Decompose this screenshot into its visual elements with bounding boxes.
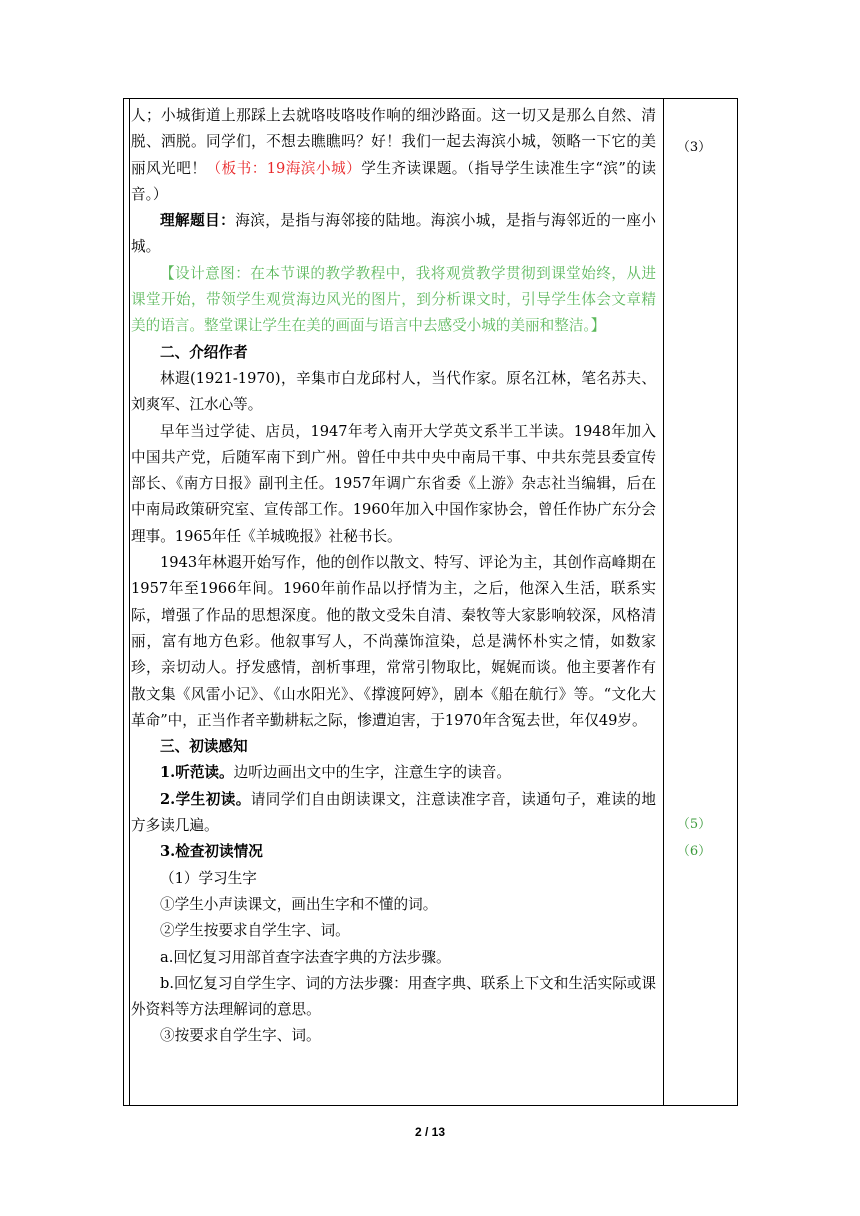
- learn-step-1: ①学生小声读课文，画出生字和不懂的词。: [160, 895, 438, 913]
- step-check-heading: 3.检查初读情况: [160, 843, 263, 861]
- design-intent: 【设计意图：在本节课的教学教程中，我将观赏教学贯彻到课堂始终，从进课堂开始，带领学生观赏海边风光的图片，到分析课文时，引导学生体会文章精美的语言。整堂课让学生在美的画面与语言中去感受小城的美丽和整洁。】: [131, 264, 656, 335]
- step-listen: [131, 760, 656, 786]
- section-heading-first-reading: 三、初读感知: [160, 738, 248, 756]
- author-intro: 林遐(1921-1970)，辛集市白龙邱村人，当代作家。原名江林，笔名苏夫、刘爽军、江水心等。: [131, 369, 656, 414]
- intro-paragraph: [131, 103, 656, 208]
- time-note-5: （5）: [676, 817, 712, 832]
- lesson-content: [131, 98, 656, 1050]
- learn-step-3: ③按要求自学生字、词。: [160, 1027, 321, 1045]
- section-heading-author: 二、介绍作者: [160, 343, 248, 361]
- time-note-6: （6）: [676, 844, 712, 859]
- page-number: 2 / 13: [414, 1125, 446, 1139]
- blackboard-note: （板书：19海滨小城）: [206, 159, 362, 177]
- understand-title-paragraph: [131, 208, 656, 261]
- step-read-label: 2.学生初读。: [160, 790, 251, 808]
- step-read-text: 请同学们自由朗读课文，注意读准字音，读通句子，难读的地方多读几遍。: [131, 790, 656, 835]
- learn-step-2: ②学生按要求自学生字、词。: [160, 922, 350, 940]
- table-right-divider: [663, 99, 664, 1105]
- step-read: [131, 787, 656, 840]
- intro-text-2: 学生齐读课题。（指导学生读准生字“滨”的读音。）: [131, 159, 656, 203]
- step-listen-text: 边听边画出文中的生字，注意生字的读音。: [233, 764, 511, 782]
- author-writing: 1943年林遐开始写作，他的创作以散文、特写、评论为主，其创作高峰期在1957年至1966年间。1960年前作品以抒情为主，之后，他深入生活，联系实际，增强了作品的思想深度。他的散文受朱自清、秦牧等大家影响较深，风格清丽，富有地方色彩。他叙事写人，不尚藻饰渲染，总是满怀朴实之情，如数家珍，亲切动人。抒发感情，剖析事理，常常引物取比，娓娓而谈。他主要著作有散文集《风雷小记》、《山水阳光》、《撑渡阿婷》，剧本《船在航行》等。“文化大革命”中，正当作者辛勤耕耘之际，惨遭迫害，于1970年含冤去世，年仅49岁。: [131, 554, 656, 729]
- intro-text: 人；小城街道上那踩上去就咯吱咯吱作响的细沙路面。这一切又是那么自然、清脱、洒脱。同学们，不想去瞧瞧吗？好！我们一起去海滨小城，领略一下它的美丽风光吧！: [131, 107, 656, 177]
- understand-title-text: 海滨，是指与海邻接的陆地。海滨小城，是指与海邻近的一座小城。: [131, 212, 656, 256]
- table-left-divider: [129, 99, 130, 1105]
- learn-words-heading: （1）学习生字: [160, 869, 257, 887]
- learn-step-a: a.回忆复习用部首查字法查字典的方法步骤。: [160, 948, 451, 966]
- understand-title-label: 理解题目：: [160, 212, 236, 230]
- step-listen-label: 1.听范读。: [160, 764, 234, 782]
- time-note-3: （3）: [676, 140, 712, 155]
- author-career: 早年当过学徒、店员，1947年考入南开大学英文系半工半读。1948年加入中国共产党，后随军南下到广州。曾任中共中央中南局干事、中共东莞县委宣传部长、《南方日报》副刊主任。1957年调广东省委《上游》杂志社当编辑，后在中南局政策研究室、宣传部工作。1960年加入中国作家协会，曾任作协广东分会理事。1965年任《羊城晚报》社秘书长。: [131, 422, 656, 545]
- learn-step-b: b.回忆复习自学生字、词的方法步骤：用查字典、联系上下文和生活实际或课外资料等方法理解词的意思。: [131, 974, 656, 1019]
